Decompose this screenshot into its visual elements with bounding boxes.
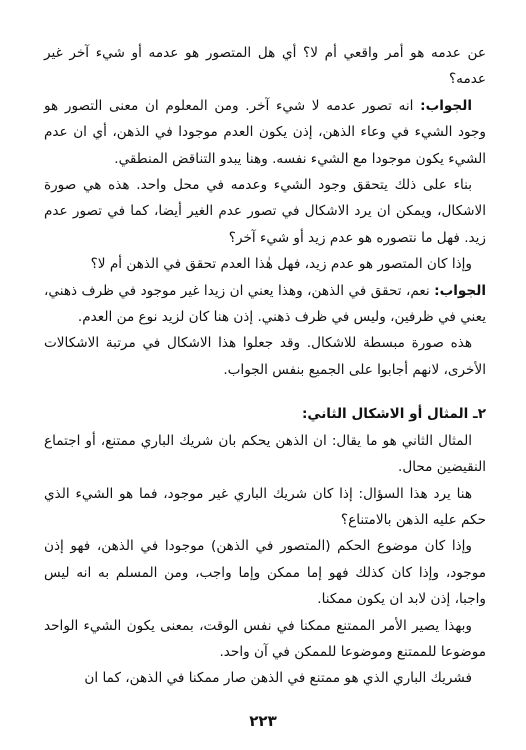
paragraph bbox=[44, 330, 486, 383]
paragraph bbox=[44, 533, 486, 612]
paragraph-answer bbox=[44, 278, 486, 331]
paragraph-text: وإذا كان المتصور هو عدم زيد، فهل هٰذا العدم تحقق في الذهن أم لا؟ bbox=[90, 256, 472, 273]
paragraph-text: وإذا كان موضوع الحكم (المتصور في الذهن) موجودا في الذهن، فهو إذن موجود، وإذا كان كذلك فهو إما ممكن وإما واجب، ومن المسلم به انه ليس واجبا، إذن لابد ان يكون ممكنا. bbox=[44, 538, 486, 608]
paragraph bbox=[44, 613, 486, 666]
paragraph bbox=[44, 251, 486, 277]
paragraph bbox=[44, 481, 486, 534]
paragraph-text: نعم، تحقق في الذهن، وهذا يعني ان زيدا غير موجود في ظرف ذهني، يعني في ظرفين، وليس في ظرف ذهني. إذن هنا كان لزيد نوع من العدم. bbox=[44, 282, 486, 326]
page-number: ٢٢٣ bbox=[249, 712, 277, 730]
paragraph-text: عن عدمه هو أمر واقعي أم لا؟ أي هل المتصور هو عدمه أو شيء آخر غير عدمه؟ bbox=[44, 45, 486, 88]
paragraph bbox=[44, 665, 486, 691]
paragraph-text: انه تصور عدمه لا شيء آخر. ومن المعلوم ان معنى التصور هو وجود الشيء في وعاء الذهن، إذن يكون العدم موجودا في الذهن، أي ان عدم الشيء يكون موجودا مع الشيء نفسه. وهنا يبدو التناقض المنطقي. bbox=[44, 97, 486, 167]
paragraph-text: وبهذا يصير الأمر الممتنع ممكنا في نفس الوقت، بمعنى يكون الشيء الواحد موضوعا للممتنع وموضوعا للممكن في آن واحد. bbox=[44, 617, 486, 660]
paragraph-text: هذه صورة مبسطة للاشكال. وقد جعلوا هذا الاشكال في مرتبة الاشكالات الأخرى، لانهم أجابوا على الجميع بنفس الجواب. bbox=[44, 335, 486, 378]
section-heading-text: ٢ـ المثال أو الاشكال الثاني: bbox=[302, 406, 486, 423]
answer-label: الجواب: bbox=[420, 97, 472, 114]
answer-label: الجواب: bbox=[434, 282, 486, 299]
section-heading bbox=[44, 401, 486, 427]
page-body-text bbox=[44, 40, 486, 692]
paragraph bbox=[44, 172, 486, 251]
paragraph-text: المثال الثاني هو ما يقال: ان الذهن يحكم بان شريك الباري ممتنع، أو اجتماع النقيضين محال. bbox=[44, 432, 486, 476]
paragraph-continuation bbox=[44, 40, 486, 93]
paragraph-text: بناء على ذلك يتحقق وجود الشيء وعدمه في محل واحد. هذه هي صورة الاشكال، ويمكن ان يرد الاشكال في تصور عدم الغير أيضا، كما في تصور عدم زيد. فهل ما نتصوره هو عدم زيد أو شيء آخر؟ bbox=[44, 177, 486, 246]
paragraph bbox=[44, 428, 486, 481]
paragraph-text: فشريك الباري الذي هو ممتنع في الذهن صار ممكنا في الذهن، كما ان bbox=[84, 670, 472, 687]
paragraph-answer bbox=[44, 93, 486, 172]
paragraph-text: هنا يرد هذا السؤال: إذا كان شريك الباري غير موجود، فما هو الشيء الذي حكم عليه الذهن بالامتناع؟ bbox=[44, 485, 486, 528]
